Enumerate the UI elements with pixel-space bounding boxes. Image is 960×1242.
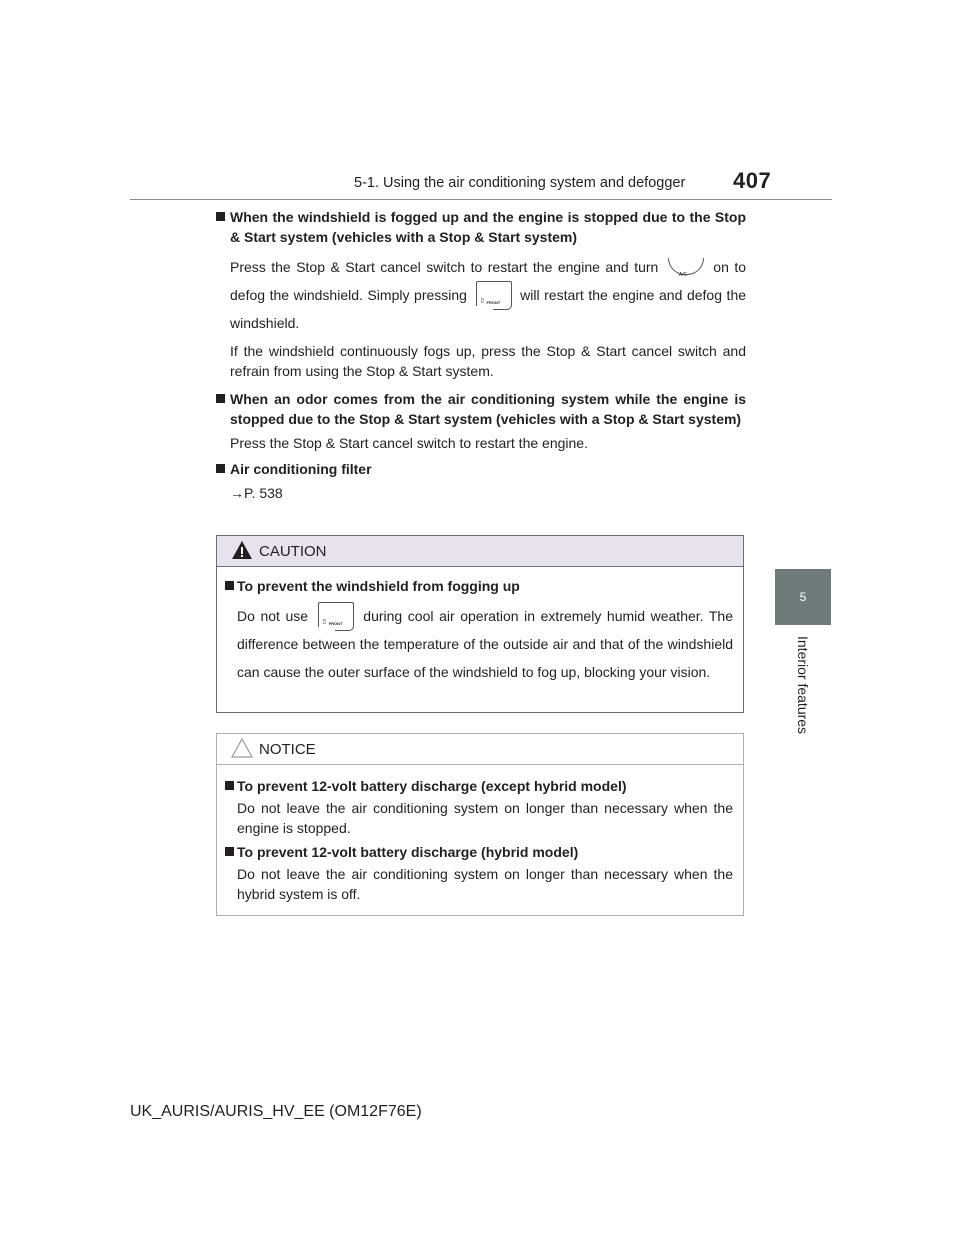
chapter-tab	[775, 569, 831, 625]
paragraph: If the windshield continuously fogs up, press the Stop & Start cancel switch and refrain from using the Stop & Start system.	[230, 343, 746, 379]
notice-body	[217, 765, 743, 904]
square-bullet-icon	[225, 581, 234, 590]
chapter-number: 5	[799, 590, 807, 604]
caution-heading: To prevent the windshield from fogging up	[225, 576, 733, 596]
notice-paragraph: Do not leave the air conditioning system on longer than necessary when the engine is stopped.	[237, 800, 733, 836]
front-defogger-button-icon: ▯ FRONT	[476, 281, 512, 306]
chapter-label: Interior features	[795, 636, 811, 735]
paragraph: Press the Stop & Start cancel switch to restart the engine.	[230, 435, 588, 451]
page-number: 407	[733, 168, 772, 193]
caution-box	[216, 535, 744, 713]
notice-heading: To prevent 12-volt battery discharge (hybrid model)	[225, 842, 733, 862]
notice-heading: To prevent 12-volt battery discharge (except hybrid model)	[225, 776, 733, 796]
header-divider	[130, 199, 832, 200]
square-bullet-icon	[216, 464, 225, 473]
notice-box	[216, 733, 744, 916]
caution-header	[217, 536, 743, 567]
notice-paragraph: Do not leave the air conditioning system on longer than necessary when the hybrid system is off.	[237, 866, 733, 902]
square-bullet-icon	[216, 394, 225, 403]
main-content	[216, 207, 746, 503]
square-bullet-icon	[216, 212, 225, 221]
section-title: 5-1. Using the air conditioning system and defogger	[354, 175, 686, 191]
caution-paragraph: Do not use ▯ FRONT during cool air operation in extremely humid weather. The difference between the temperature of the outside air and that of the windshield can cause the outer surface of the windshield to fog up, blocking your vision.	[225, 602, 733, 686]
ac-button-icon: A/C	[668, 258, 704, 275]
section-heading: When the windshield is fogged up and the engine is stopped due to the Stop & Start system (vehicles with a Stop & Start system)	[216, 207, 746, 247]
square-bullet-icon	[225, 847, 234, 856]
caution-label: CAUTION	[259, 543, 327, 560]
notice-triangle-icon	[231, 738, 253, 758]
caution-body	[217, 567, 743, 686]
notice-label: NOTICE	[259, 741, 316, 758]
section-heading: Air conditioning filter	[216, 459, 746, 479]
warning-icon	[231, 540, 253, 560]
front-defogger-button-icon: ▯ FRONT	[318, 602, 354, 627]
square-bullet-icon	[225, 781, 234, 790]
page-reference-link[interactable]: →P. 538	[230, 485, 283, 501]
document-code: UK_AURIS/AURIS_HV_EE (OM12F76E)	[130, 1103, 422, 1120]
notice-header	[217, 734, 743, 765]
paragraph: Press the Stop & Start cancel switch to restart the engine and turn A/C on to defog the windshield. Simply pressing ▯ FRONT will restart the engine and defog the windshield.	[230, 259, 747, 331]
section-heading: When an odor comes from the air conditioning system while the engine is stopped due to the Stop & Start system (vehicles with a Stop & Start system)	[216, 389, 746, 429]
